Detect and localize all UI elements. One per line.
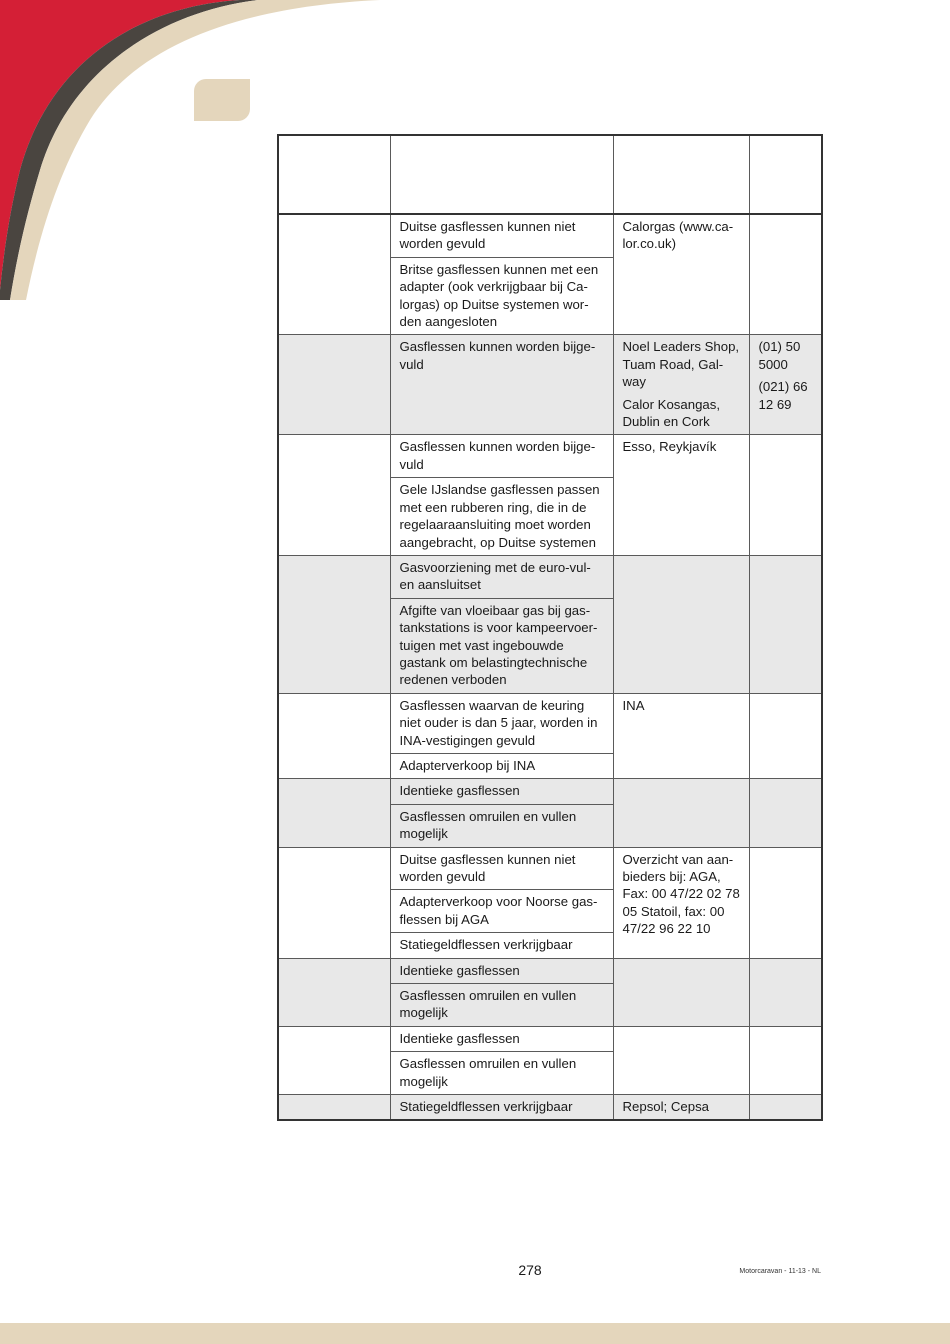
info-cell: Afgifte van vloeibaar gas bij gas-tankstations is voor kampeervoer-tuigen met vast ingebouwde gastank om belastingtechnische redenen verboden [390,598,613,693]
info-cell: Gasflessen omruilen en vullen mogelijk [390,804,613,847]
info-cell: Identieke gasflessen [390,779,613,804]
page-number: 278 [518,1262,542,1278]
info-cell: Gasvoorziening met de euro-vul-en aansluitset [390,555,613,598]
supplier-text: INA [622,697,645,713]
info-cell: Gasflessen waarvan de keuring niet ouder is dan 5 jaar, worden in INA-vestigingen gevuld [390,693,613,753]
supplier-cell [613,1095,749,1121]
header-cell-phone [749,135,822,214]
supplier-text: Repsol; Cepsa [622,1099,709,1115]
table-header-row [278,135,822,214]
phone-number: (01) 50 5000 [758,339,801,372]
phone-cell [749,214,822,335]
table-row [278,335,822,435]
table-row [278,779,822,804]
supplier-text: Esso, Reykjavík [622,439,717,455]
supplier-cell [613,693,749,779]
supplier-cell [613,958,749,1026]
supplier-cell [613,214,749,335]
phone-cell [749,435,822,555]
publication-footer: Motorcaravan - 11-13 - NL [739,1268,821,1275]
table-row [278,847,822,890]
bottom-band-decoration [0,1323,950,1344]
country-cell [278,693,390,779]
info-cell: Identieke gasflessen [390,1026,613,1051]
info-cell: Identieke gasflessen [390,958,613,983]
phone-cell [749,335,822,435]
supplier-cell [613,779,749,847]
supplier-text: Noel Leaders Shop, Tuam Road, Gal-way [622,339,740,390]
table-row [278,958,822,983]
info-cell: Adapterverkoop voor Noorse gas-flessen bij AGA [390,890,613,933]
supplier-text: Calor Kosangas, Dublin en Cork [622,396,720,430]
info-cell: Britse gasflessen kunnen met een adapter (ook verkrijgbaar bij Ca-lorgas) op Duitse systemen wor-den aangesloten [390,257,613,335]
table-row [278,1095,822,1121]
country-cell [278,435,390,555]
table-row [278,435,822,478]
country-cell [278,214,390,335]
info-cell: Gasflessen omruilen en vullen mogelijk [390,1052,613,1095]
table-row [278,693,822,753]
country-cell [278,1095,390,1121]
supplier-text: Calorgas (www.ca-lor.co.uk) [622,219,734,252]
info-cell: Adapterverkoop bij INA [390,753,613,778]
phone-cell [749,1026,822,1094]
supplier-text: Overzicht van aan-bieders bij: AGA, Fax: 00 47/22 02 78 05 Statoil, fax: 00 47/22 96 22 10 [622,851,740,937]
info-cell: Duitse gasflessen kunnen niet worden gevuld [390,847,613,890]
info-cell: Gele IJslandse gasflessen passen met een rubberen ring, die in de regelaaraansluiting moet worden aangebracht, op Duitse systemen [390,478,613,556]
header-tab-decoration [194,79,250,121]
country-cell [278,779,390,847]
supplier-cell [613,435,749,555]
country-cell [278,335,390,435]
header-cell-supplier [613,135,749,214]
supplier-cell [613,555,749,693]
supplier-cell [613,335,749,435]
phone-cell [749,1095,822,1121]
phone-number: (021) 66 12 69 [758,379,808,412]
phone-cell [749,693,822,779]
gas-supply-table [277,134,823,1121]
info-cell: Statiegeldflessen verkrijgbaar [390,933,613,958]
header-cell-info [390,135,613,214]
country-cell [278,847,390,958]
phone-cell [749,555,822,693]
header-cell-country [278,135,390,214]
supplier-cell [613,1026,749,1094]
supplier-cell [613,847,749,958]
table-row [278,214,822,257]
phone-cell [749,779,822,847]
phone-cell [749,958,822,1026]
info-cell: Gasflessen kunnen worden bijge-vuld [390,335,613,435]
info-cell: Gasflessen omruilen en vullen mogelijk [390,984,613,1027]
info-cell: Gasflessen kunnen worden bijge-vuld [390,435,613,478]
country-cell [278,555,390,693]
phone-cell [749,847,822,958]
info-cell: Duitse gasflessen kunnen niet worden gevuld [390,214,613,257]
info-cell: Statiegeldflessen verkrijgbaar [390,1095,613,1121]
table-row [278,555,822,598]
country-cell [278,1026,390,1094]
table-row [278,1026,822,1051]
country-cell [278,958,390,1026]
